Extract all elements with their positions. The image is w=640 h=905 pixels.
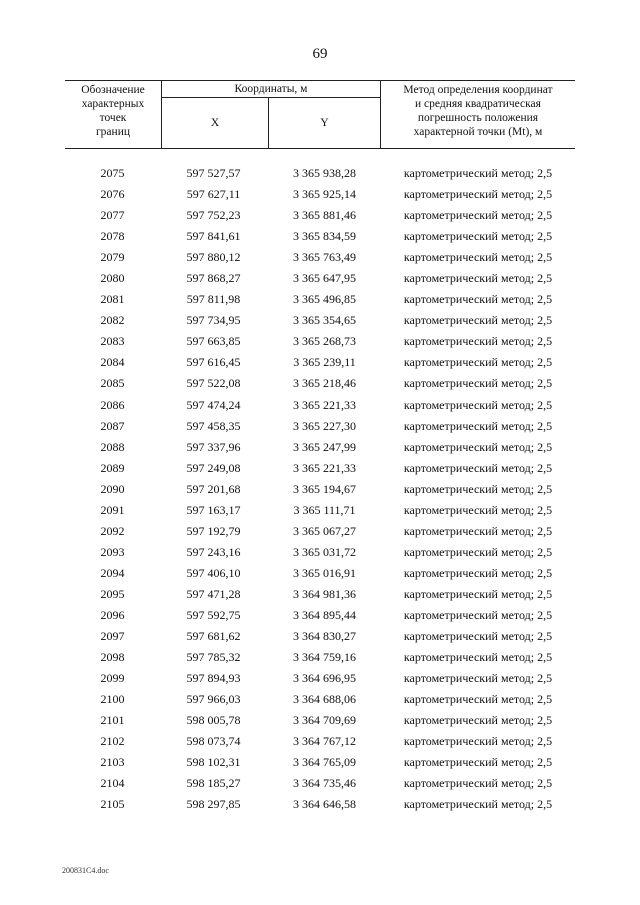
- header-bottom-rule: [65, 148, 575, 149]
- y-coordinate: 3 365 194,67: [293, 481, 356, 496]
- point-id: 2080: [100, 271, 125, 286]
- method-cell: картометрический метод; 2,5: [403, 271, 553, 286]
- y-coordinate: 3 365 218,46: [293, 376, 356, 391]
- y-coordinate: 3 364 646,58: [293, 797, 356, 812]
- method-cell: картометрический метод; 2,5: [403, 544, 553, 559]
- point-id: 2077: [100, 208, 125, 223]
- page-number: 69: [312, 46, 328, 62]
- x-coordinate: 597 811,98: [186, 292, 241, 307]
- x-coordinate: 598 005,78: [186, 713, 241, 728]
- table-row: [65, 563, 575, 584]
- x-coordinate: 597 616,45: [186, 355, 241, 370]
- x-coordinate: 597 663,85: [186, 334, 241, 349]
- method-cell: картометрический метод; 2,5: [403, 334, 553, 349]
- table-row: [65, 395, 575, 416]
- x-coordinate: 598 102,31: [186, 755, 241, 770]
- coordinates-header: Координаты, м: [234, 83, 308, 95]
- y-coordinate: 3 364 765,09: [293, 755, 356, 770]
- method-cell: картометрический метод; 2,5: [403, 755, 553, 770]
- designation-header: Обозначение характерных точек границ: [81, 84, 145, 138]
- method-cell: картометрический метод; 2,5: [403, 439, 553, 454]
- x-coordinate: 597 841,61: [186, 229, 241, 244]
- method-cell: картометрический метод; 2,5: [403, 187, 553, 202]
- y-coordinate: 3 365 111,71: [293, 502, 356, 517]
- footer-filename: 200831C4.doc: [62, 866, 109, 875]
- point-id: 2079: [100, 250, 125, 265]
- table-row: [65, 626, 575, 647]
- table-row: [65, 542, 575, 563]
- point-id: 2078: [100, 229, 125, 244]
- method-cell: картометрический метод; 2,5: [403, 734, 553, 749]
- method-cell: картометрический метод; 2,5: [403, 565, 553, 580]
- table-row: [65, 247, 575, 268]
- table-row: [65, 521, 575, 542]
- table-row: [65, 184, 575, 205]
- point-id: 2088: [100, 439, 125, 454]
- method-cell: картометрический метод; 2,5: [403, 797, 553, 812]
- table-row: [65, 605, 575, 626]
- table-row: [65, 437, 575, 458]
- table-row: [65, 731, 575, 752]
- point-id: 2098: [100, 650, 125, 665]
- table-row: [65, 416, 575, 437]
- y-coordinate: 3 364 688,06: [293, 692, 356, 707]
- method-header: Метод определения координат и средняя квадратическая погрешность положения характерной точки (Mt), м: [403, 84, 553, 138]
- table-row: [65, 226, 575, 247]
- table-row: [65, 310, 575, 331]
- table-row: [65, 584, 575, 605]
- y-coordinate: 3 365 031,72: [293, 544, 356, 559]
- x-coordinate: 597 406,10: [186, 565, 241, 580]
- table-row: [65, 752, 575, 773]
- x-coordinate: 597 163,17: [186, 502, 241, 517]
- method-cell: картометрический метод; 2,5: [403, 502, 553, 517]
- method-cell: картометрический метод; 2,5: [403, 208, 553, 223]
- table-header: [65, 80, 575, 150]
- x-header: X: [210, 117, 220, 129]
- point-id: 2100: [100, 692, 125, 707]
- x-coordinate: 597 527,57: [186, 166, 241, 180]
- x-coordinate: 597 337,96: [186, 439, 241, 454]
- point-id: 2083: [100, 334, 125, 349]
- method-cell: картометрический метод; 2,5: [403, 376, 553, 391]
- table-row: [65, 500, 575, 521]
- point-id: 2104: [100, 776, 125, 791]
- table-row: [65, 331, 575, 352]
- x-coordinate: 597 894,93: [186, 671, 241, 686]
- x-coordinate: 597 966,03: [186, 692, 241, 707]
- point-id: 2082: [100, 313, 125, 328]
- y-coordinate: 3 365 647,95: [293, 271, 356, 286]
- method-cell: картометрический метод; 2,5: [403, 671, 553, 686]
- table-row: [65, 352, 575, 373]
- x-coordinate: 597 734,95: [186, 313, 241, 328]
- point-id: 2086: [100, 397, 125, 412]
- x-coordinate: 597 880,12: [186, 250, 241, 265]
- y-coordinate: 3 365 067,27: [293, 523, 356, 538]
- y-coordinate: 3 365 938,28: [293, 166, 356, 180]
- method-cell: картометрический метод; 2,5: [403, 313, 553, 328]
- method-cell: картометрический метод; 2,5: [403, 355, 553, 370]
- y-coordinate: 3 364 981,36: [293, 586, 356, 601]
- y-coordinate: 3 365 239,11: [293, 355, 356, 370]
- table-row: [65, 773, 575, 794]
- y-coordinate: 3 365 881,46: [293, 208, 356, 223]
- point-id: 2099: [100, 671, 125, 686]
- method-cell: картометрический метод; 2,5: [403, 692, 553, 707]
- x-coordinate: 597 868,27: [186, 271, 241, 286]
- point-id: 2103: [100, 755, 125, 770]
- method-cell: картометрический метод; 2,5: [403, 776, 553, 791]
- x-coordinate: 597 471,28: [186, 586, 241, 601]
- point-id: 2094: [100, 565, 125, 580]
- method-cell: картометрический метод; 2,5: [403, 650, 553, 665]
- y-coordinate: 3 365 221,33: [293, 460, 356, 475]
- point-id: 2081: [100, 292, 125, 307]
- y-coordinate: 3 365 834,59: [293, 229, 356, 244]
- point-id: 2097: [100, 629, 125, 644]
- x-coordinate: 597 201,68: [186, 481, 241, 496]
- method-cell: картометрический метод; 2,5: [403, 166, 553, 180]
- method-cell: картометрический метод; 2,5: [403, 586, 553, 601]
- y-coordinate: 3 365 354,65: [293, 313, 356, 328]
- point-id: 2101: [100, 713, 125, 728]
- method-cell: картометрический метод; 2,5: [403, 629, 553, 644]
- x-coordinate: 597 681,62: [186, 629, 241, 644]
- point-id: 2093: [100, 544, 125, 559]
- table-row: [65, 205, 575, 226]
- point-id: 2089: [100, 460, 125, 475]
- point-id: 2096: [100, 607, 125, 622]
- table-row: [65, 163, 575, 184]
- point-id: 2075: [100, 166, 125, 180]
- point-id: 2091: [100, 502, 125, 517]
- y-coordinate: 3 364 696,95: [293, 671, 356, 686]
- y-coordinate: 3 364 767,12: [293, 734, 356, 749]
- method-cell: картометрический метод; 2,5: [403, 250, 553, 265]
- y-coordinate: 3 364 830,27: [293, 629, 356, 644]
- table-row: [65, 479, 575, 500]
- y-coordinate: 3 364 895,44: [293, 607, 356, 622]
- y-coordinate: 3 364 709,69: [293, 713, 356, 728]
- table-row: [65, 289, 575, 310]
- y-header: Y: [320, 117, 329, 129]
- method-cell: картометрический метод; 2,5: [403, 397, 553, 412]
- point-id: 2087: [100, 418, 125, 433]
- point-id: 2085: [100, 376, 125, 391]
- method-cell: картометрический метод; 2,5: [403, 229, 553, 244]
- y-coordinate: 3 364 735,46: [293, 776, 356, 791]
- method-cell: картометрический метод; 2,5: [403, 460, 553, 475]
- point-id: 2095: [100, 586, 125, 601]
- table-row: [65, 458, 575, 479]
- table-row: [65, 689, 575, 710]
- method-cell: картометрический метод; 2,5: [403, 713, 553, 728]
- x-coordinate: 598 185,27: [186, 776, 241, 791]
- point-id: 2092: [100, 523, 125, 538]
- x-coordinate: 597 249,08: [186, 460, 241, 475]
- x-coordinate: 597 785,32: [186, 650, 241, 665]
- x-coordinate: 597 752,23: [186, 208, 241, 223]
- method-cell: картометрический метод; 2,5: [403, 523, 553, 538]
- y-coordinate: 3 365 268,73: [293, 334, 356, 349]
- y-coordinate: 3 365 016,91: [293, 565, 356, 580]
- method-cell: картометрический метод; 2,5: [403, 418, 553, 433]
- coordinates-rule: [162, 97, 380, 98]
- point-id: 2105: [100, 797, 125, 812]
- table-row: [65, 794, 575, 815]
- point-id: 2090: [100, 481, 125, 496]
- y-coordinate: 3 365 925,14: [293, 187, 356, 202]
- x-coordinate: 597 474,24: [186, 397, 241, 412]
- x-coordinate: 597 192,79: [186, 523, 241, 538]
- table-row: [65, 268, 575, 289]
- y-coordinate: 3 365 496,85: [293, 292, 356, 307]
- x-coordinate: 598 297,85: [186, 797, 241, 812]
- point-id: 2102: [100, 734, 125, 749]
- point-id: 2084: [100, 355, 125, 370]
- point-id: 2076: [100, 187, 125, 202]
- table-row: [65, 710, 575, 731]
- y-coordinate: 3 365 227,30: [293, 418, 356, 433]
- y-coordinate: 3 365 247,99: [293, 439, 356, 454]
- method-cell: картометрический метод; 2,5: [403, 481, 553, 496]
- x-coordinate: 597 243,16: [186, 544, 241, 559]
- x-coordinate: 597 522,08: [186, 376, 241, 391]
- y-coordinate: 3 364 759,16: [293, 650, 356, 665]
- x-coordinate: 597 592,75: [186, 607, 241, 622]
- method-cell: картометрический метод; 2,5: [403, 607, 553, 622]
- method-cell: картометрический метод; 2,5: [403, 292, 553, 307]
- y-coordinate: 3 365 221,33: [293, 397, 356, 412]
- x-coordinate: 597 458,35: [186, 418, 241, 433]
- table-body: [65, 163, 575, 815]
- y-coordinate: 3 365 763,49: [293, 250, 356, 265]
- table-row: [65, 647, 575, 668]
- header-top-rule: [65, 80, 575, 81]
- table-row: [65, 668, 575, 689]
- table-row: [65, 373, 575, 394]
- x-coordinate: 597 627,11: [186, 187, 241, 202]
- x-coordinate: 598 073,74: [186, 734, 241, 749]
